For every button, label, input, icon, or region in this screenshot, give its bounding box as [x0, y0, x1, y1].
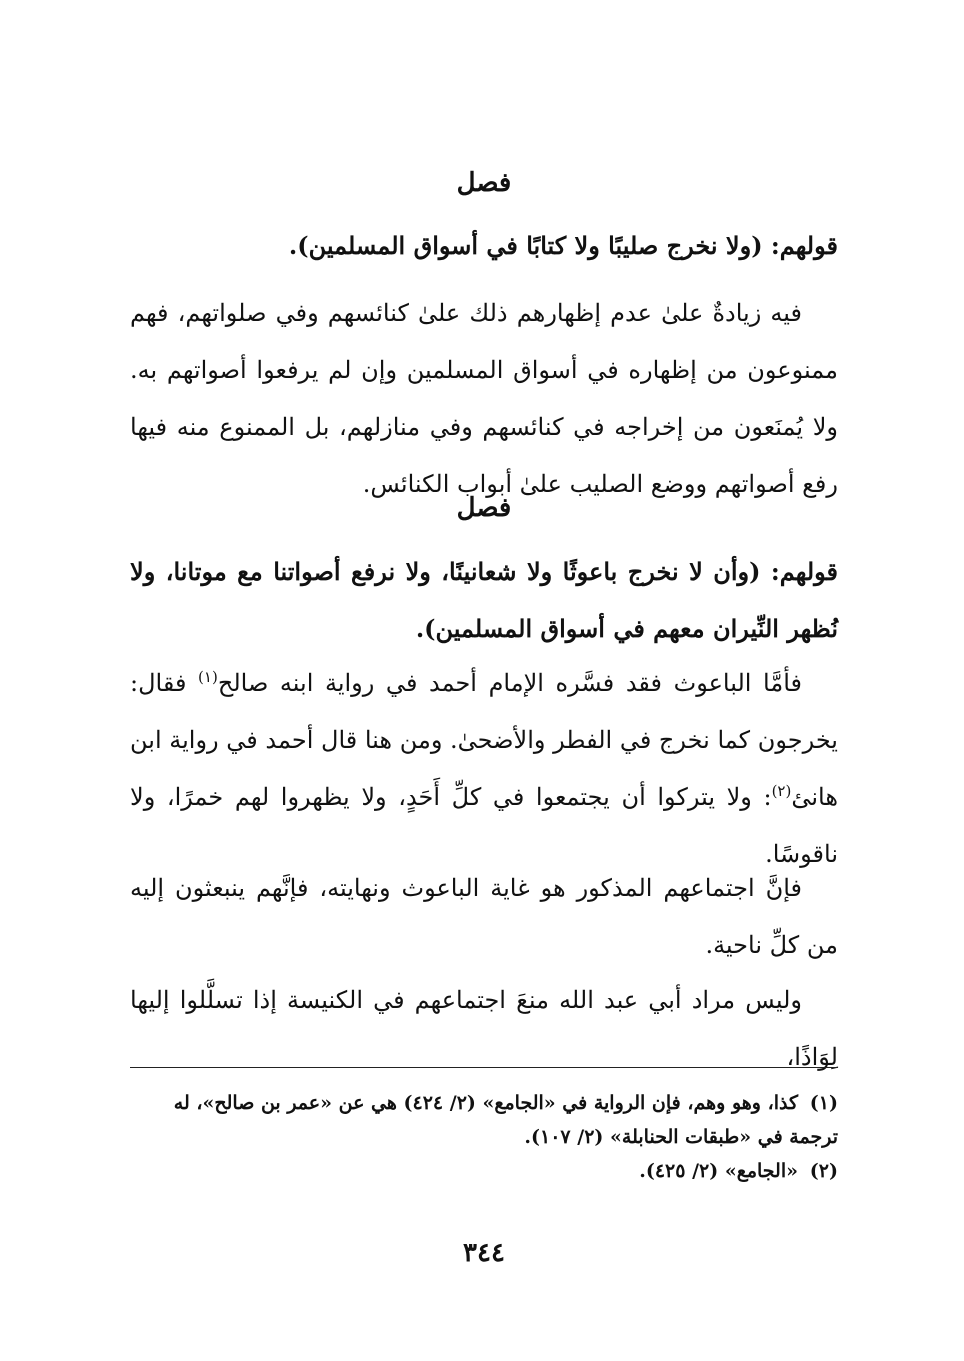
page-number: ٣٤٤: [463, 1238, 505, 1268]
book-page: [130, 0, 838, 1361]
footnote-ref-1: (١): [198, 668, 218, 686]
section-heading-2: فصل: [456, 493, 512, 523]
footnote-separator: [130, 1067, 838, 1068]
footnote-2: [130, 1154, 838, 1188]
paragraph-4: وليس مراد أبي عبد الله منعَ اجتماعهم في الكنيسة إذا تسلَّلوا إليها لِوَاذًا،: [130, 986, 838, 1071]
paragraph-2-text-b: فقال: يخرجون كما نخرج في الفطر والأضحىٰ. ومن هنا قال أحمد في رواية ابن هانئ: [130, 669, 838, 811]
footnote-ref-2: (٢): [771, 782, 792, 800]
footnotes: [130, 1086, 838, 1188]
footnote-2-number: (٢): [809, 1160, 838, 1182]
paragraph-1: فيه زيادةٌ علىٰ عدم إظهارهم ذلك علىٰ كنائسهم وفي صلواتهم، فهم ممنوعون من إظهاره في أسواق المسلمين وإن لم يرفعوا أصواتهم به. ولا يُمنَعون من إخراجه في كنائسهم وفي منازلهم، بل الممنوع منه فيها رفع أصواتهم ووضع الصليب علىٰ أبواب الكنائس.: [130, 299, 838, 498]
footnote-1: [130, 1086, 838, 1154]
footnote-2-text: «الجامع» (٢/ ٤٢٥).: [639, 1160, 798, 1182]
paragraph-3: فإنَّ اجتماعهم المذكور هو غاية الباعوث ونهايته، فإنَّهم ينبعثون إليه من كلِّ ناحية.: [130, 874, 838, 959]
quote-1: قولهم: (ولا نخرج صليبًا ولا كتابًا في أسواق المسلمين).: [288, 231, 838, 260]
footnote-1-number: (١): [809, 1092, 838, 1114]
section-heading-1: فصل: [456, 168, 512, 198]
quote-2: قولهم: (وأن لا نخرج باعوثًا ولا شعانينًا، ولا نرفع أصواتنا مع موتانا، ولا نُظهر النِّيران معهم في أسواق المسلمين).: [130, 557, 838, 643]
footnote-1-text: كذا، وهو وهم، فإن الرواية في «الجامع» (٢/ ٤٢٤) هي عن «عمر بن صالح»، له ترجمة في «طبقات الحنابلة» (٢/ ١٠٧).: [173, 1092, 838, 1148]
paragraph-2-text-c: : ولا يتركوا أن يجتمعوا في كلِّ أَحَدٍ، ولا يظهروا لهم خمرًا، ولا ناقوسًا.: [130, 783, 838, 868]
paragraph-2: [130, 655, 838, 883]
paragraph-2-text-a: فأمَّا الباعوث فقد فسَّره الإمام أحمد في رواية ابنه صالح: [217, 669, 803, 697]
